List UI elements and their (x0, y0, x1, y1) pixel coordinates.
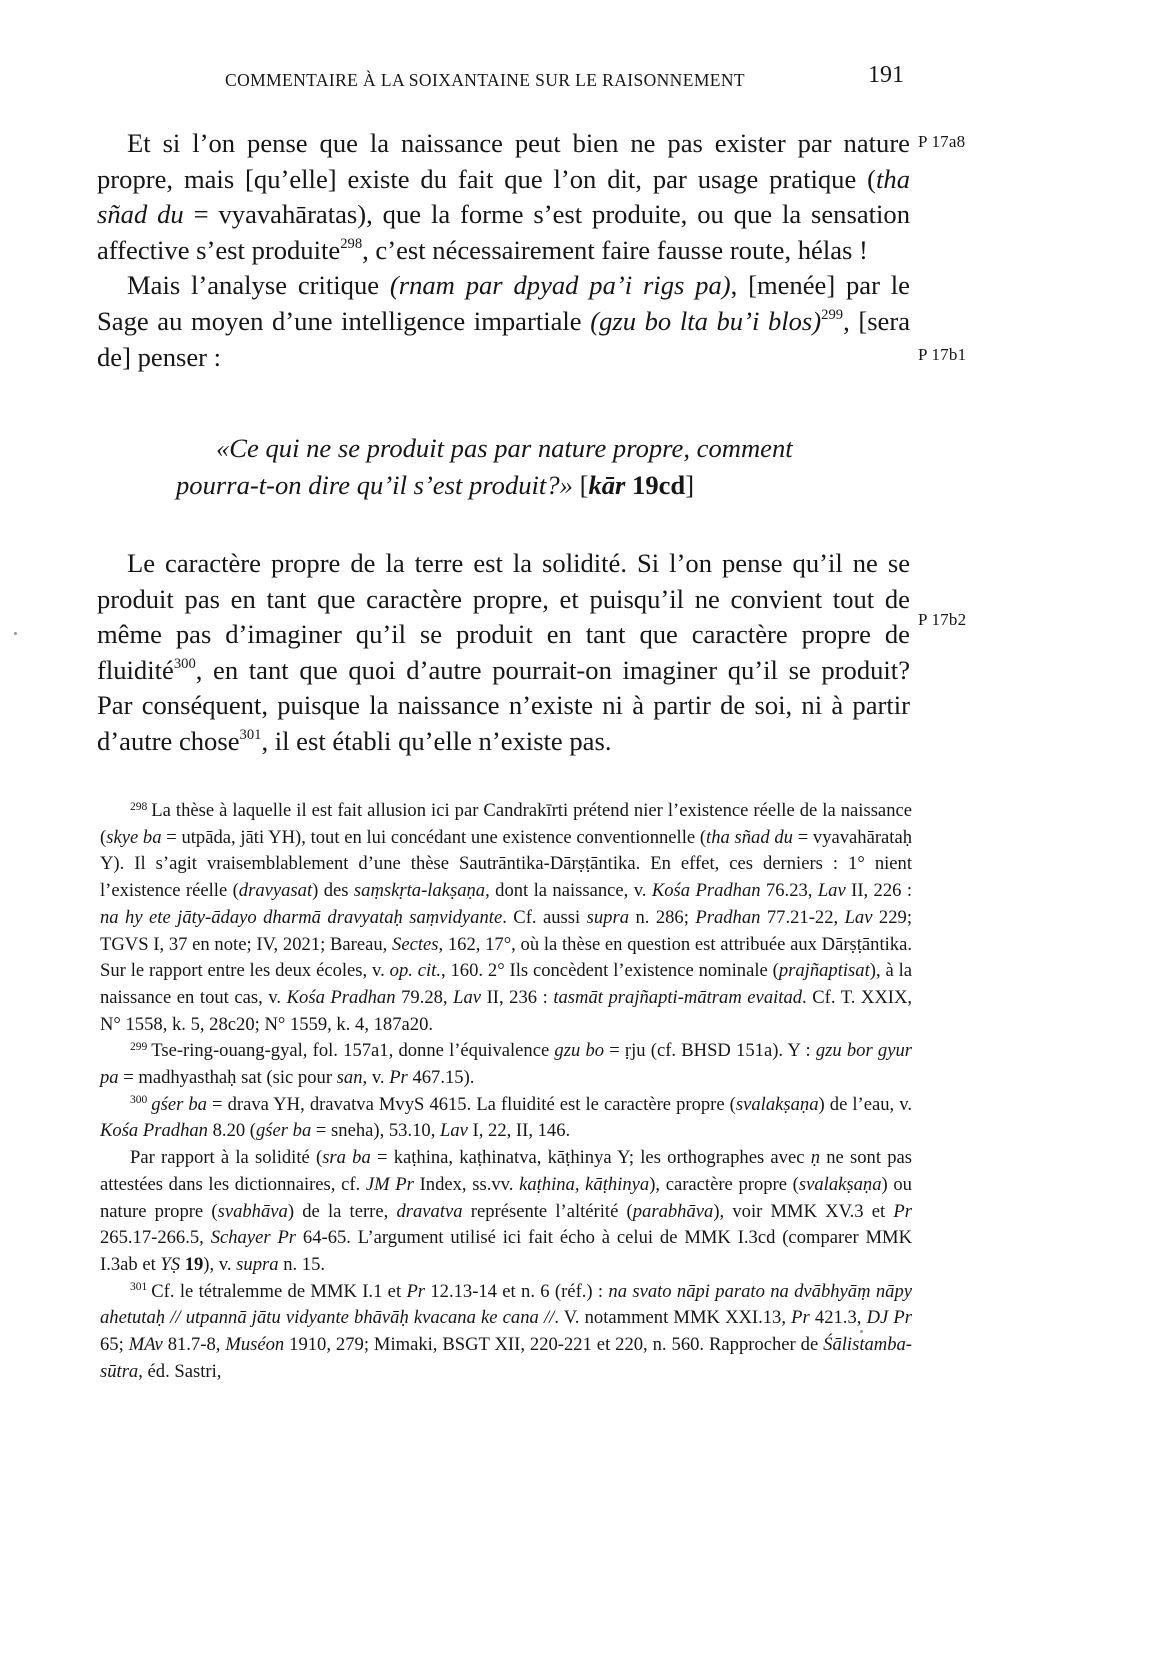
quote-line-2: pourra-t-on dire qu’il s’est produit?» [kār 19cd] (176, 470, 695, 500)
scan-speck (860, 1330, 863, 1333)
paragraph-3: Le caractère propre de la terre est la solidité. Si l’on pense qu’il ne se produit pas en tant que caractère propre, et puisqu’il ne convient tout de même pas d’imaginer qu’il se produit en tant que caractère propre de fluidité$^{300}$, en tant que quoi d’autre pourrait-on imaginer qu’il se produit? Par conséquent, puisque la naissance n’existe ni à partir de soi, ni à partir d’autre chose$^{301}$, il est établi qu’elle n’existe pas. (97, 548, 910, 756)
quote-line-1: «Ce qui ne se produit pas par nature propre, comment (216, 433, 793, 463)
footnote-ref-298[interactable]: 298 (340, 235, 363, 252)
footnote-299: $^{299}$ Tse-ring-ouang-gyal, fol. 157a1, donne l’équivalence gzu bo = ṛju (cf. BHSD 151a). Y : gzu bor gyur pa = madhyasthaḥ sat (sic pour san, v. Pr 467.15). (100, 1040, 912, 1089)
footnote-301: $^{301}$ Cf. le tétralemme de MMK I.1 et Pr 12.13-14 et n. 6 (réf.) : na svato nāpi parato na dvābhyāṃ nāpy ahetutaḥ // utpannā jātu vidyante bhāvāḥ kvacana ke cana //. V. notamment MMK XXI.13, Pr 421.3, DJ Pr 65; MAv 81.7-8, Muséon 1910, 279; Mimaki, BSGT XII, 220-221 et 220, n. 560. Rapprocher de Śālistamba-sūtra, éd. Sastri, (100, 1280, 913, 1382)
scan-speck (14, 632, 17, 635)
karika-reference: [kār 19cd] (579, 470, 695, 500)
karika-quote (176, 430, 876, 504)
margin-ref-p17b2: P 17b2 (918, 610, 967, 629)
main-text-top (97, 126, 910, 375)
footnote-ref-300[interactable]: 300 (173, 655, 196, 672)
paragraph-1: Et si l’on pense que la naissance peut bien ne pas exister par nature propre, mais [qu’elle] existe du fait que l’on dit, par usage pratique (tha sñad du = vyavahāratas), que la forme s’est produite, ou que la sensation affective s’est produite$^{298}$, c’est nécessairement faire fausse route, hélas ! (97, 128, 910, 265)
footnote-300: $^{300}$ gśer ba = drava YH, dravatva MvyS 4615. La fluidité est le caractère propre (svalakṣaṇa) de l’eau, v. Kośa Pradhan 8.20 (gśer ba = sneha), 53.10, Lav I, 22, II, 146. (100, 1093, 912, 1142)
main-text-bottom (97, 546, 910, 760)
paragraph-2: Mais l’analyse critique (rnam par dpyad pa’i rigs pa), [menée] par le Sage au moyen d’une intelligence impartiale (gzu bo lta bu’i blos)$^{299}$, [sera de] penser : (97, 270, 911, 372)
footnote-ref-299[interactable]: 299 (821, 307, 844, 323)
footnote-ref-301[interactable]: 301 (239, 727, 262, 743)
footnotes (100, 798, 912, 1385)
footnote-300-continued: Par rapport à la solidité (sra ba = kaṭhina, kaṭhinatva, kāṭhinya Y; les orthographes avec ṇ ne sont pas attestées dans les dictionnaires, cf. JM Pr Index, ss.vv. kaṭhina, kāṭhinya), caractère propre (svalakṣaṇa) ou nature propre (svabhāva) de la terre, dravatva représente l’altérité (parabhāva), voir MMK XV.3 et Pr 265.17-266.5, Schayer Pr 64-65. L’argument utilisé ici fait écho à celui de MMK I.3cd (comparer MMK I.3ab et YṢ 19), v. supra n. 15. (100, 1147, 913, 1275)
page-number: 191 (868, 62, 904, 88)
margin-ref-p17b1: P 17b1 (918, 345, 967, 364)
margin-ref-p17a8: P 17a8 (918, 132, 966, 151)
running-title: COMMENTAIRE À LA SOIXANTAINE SUR LE RAISONNEMENT (225, 70, 745, 90)
footnote-298: $^{298}$ La thèse à laquelle il est fait allusion ici par Candrakīrti prétend nier l’existence réelle de la naissance (skye ba = utpāda, jāti YH), tout en lui concédant une existence conventionnelle (tha sñad du = vyavahārataḥ Y). Il s’agit vraisemblablement d’une thèse Sautrāntika-Dārṣṭāntika. En effet, ces derniers : 1° nient l’existence réelle (dravyasat) des saṃskṛta-lakṣaṇa, dont la naissance, v. Kośa Pradhan 76.23, Lav II, 226 : na hy ete jāty-ādayo dharmā dravyataḥ saṃvidyante. Cf. aussi supra n. 286; Pradhan 77.21-22, Lav 229; TGVS I, 37 en note; IV, 2021; Bareau, Sectes, 162, 17°, où la thèse en question est attribuée aux Dārṣṭāntika. Sur le rapport entre les deux écoles, v. op. cit., 160. 2° Ils concèdent l’existence nominale (prajñaptisat), à la naissance en tout cas, v. Kośa Pradhan 79.28, Lav II, 236 : tasmāt prajñapti-mātram evaitad. Cf. T. XXIX, N° 1558, k. 5, 28c20; N° 1559, k. 4, 187a20. (100, 800, 913, 1035)
